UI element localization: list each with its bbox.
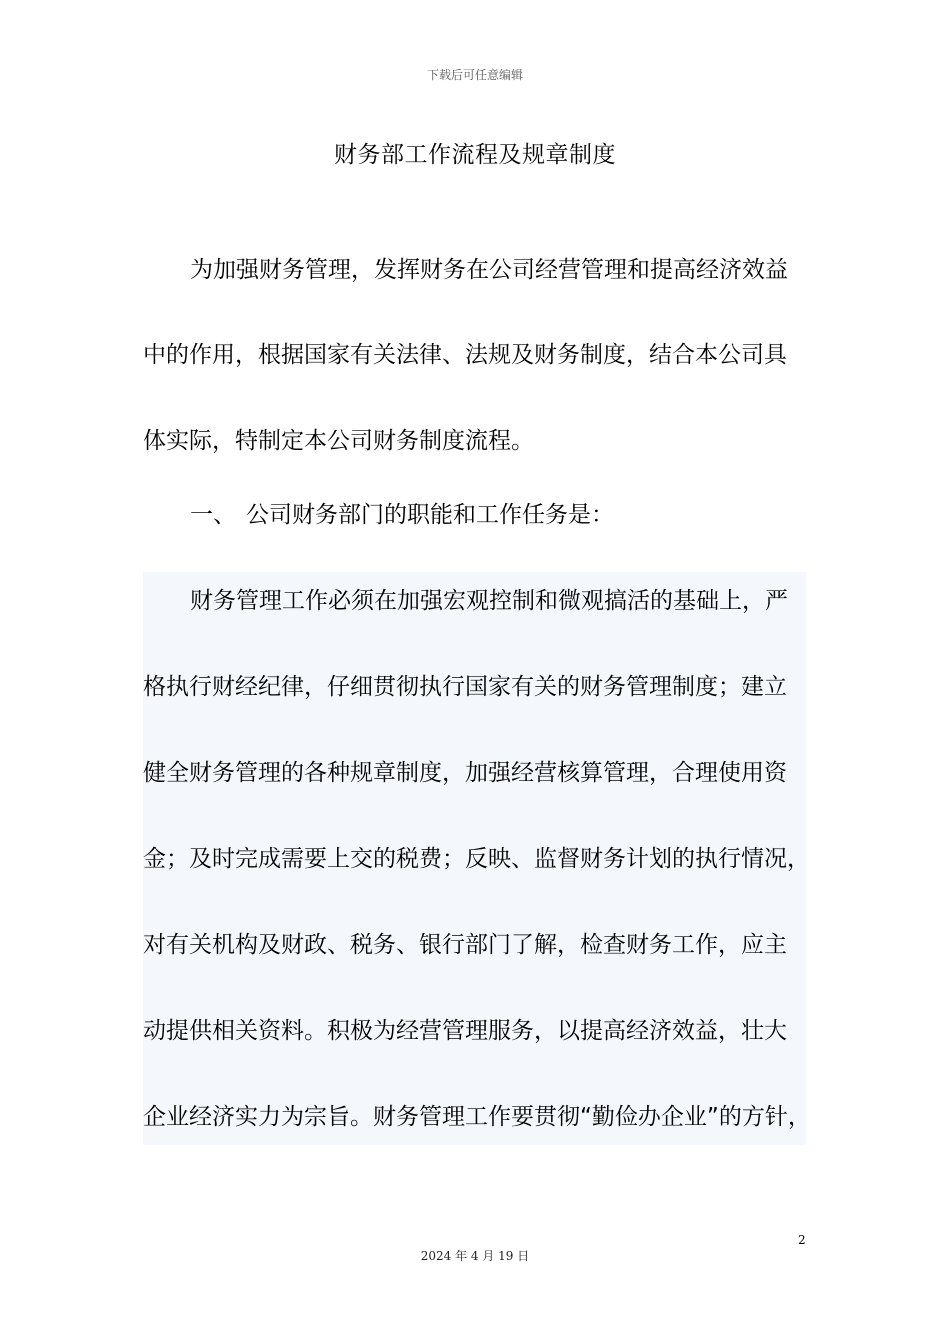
body-line-2: 格执行财经纪律，仔细贯彻执行国家有关的财务管理制度；建立 bbox=[143, 674, 787, 700]
body-line-3: 健全财务管理的各种规章制度，加强经营核算管理，合理使用资 bbox=[143, 760, 787, 786]
body-line-6: 动提供相关资料。积极为经营管理服务，以提高经济效益，壮大 bbox=[143, 1018, 787, 1044]
body-line-1: 财务管理工作必须在加强宏观控制和微观搞活的基础上，严 bbox=[190, 588, 788, 614]
body-line-7: 企业经济实力为宗旨。财务管理工作要贯彻“勤俭办企业”的方针， bbox=[143, 1104, 811, 1130]
document-title: 财务部工作流程及规章制度 bbox=[334, 142, 616, 168]
header-note: 下载后可任意编辑 bbox=[426, 68, 523, 82]
section-heading: 公司财务部门的职能和工作任务是： bbox=[246, 502, 614, 528]
body-line-5: 对有关机构及财政、税务、银行部门了解，检查财务工作，应主 bbox=[143, 932, 787, 958]
intro-line-1: 为加强财务管理，发挥财务在公司经营管理和提高经济效益 bbox=[190, 257, 788, 283]
intro-line-3: 体实际，特制定本公司财务制度流程。 bbox=[143, 428, 534, 454]
page-number: 2 bbox=[798, 1233, 806, 1247]
body-line-4: 金；及时完成需要上交的税费；反映、监督财务计划的执行情况， bbox=[143, 846, 810, 872]
section-number: 一、 bbox=[190, 502, 236, 528]
intro-line-2: 中的作用，根据国家有关法律、法规及财务制度，结合本公司具 bbox=[143, 342, 787, 368]
footer-date: 2024 年 4 月 19 日 bbox=[420, 1249, 530, 1263]
